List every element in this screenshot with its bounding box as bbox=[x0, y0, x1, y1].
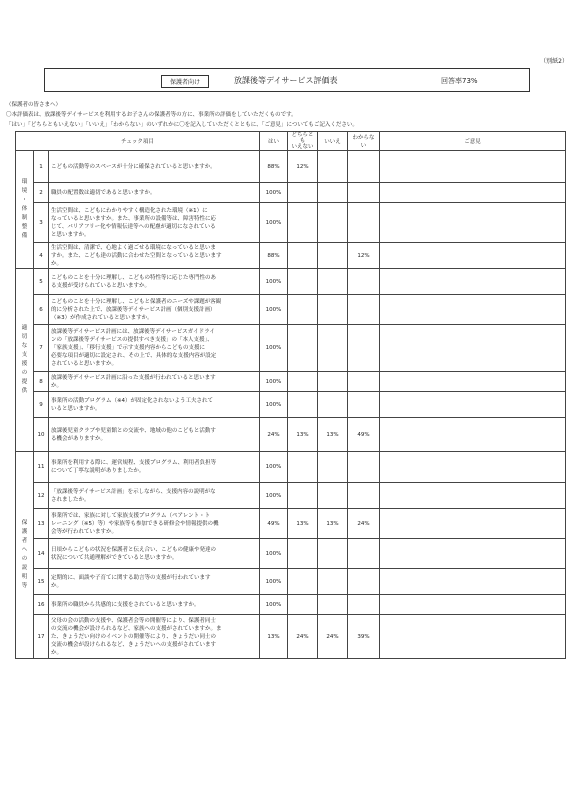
answer-yes-cell: 100% bbox=[260, 569, 288, 595]
table-row bbox=[16, 295, 566, 325]
opinion-cell[interactable] bbox=[380, 372, 566, 392]
opinion-cell[interactable] bbox=[380, 392, 566, 418]
question-line: ンの「放課後等デイサービスの提供すべき支援」の「本人支援」、 bbox=[51, 337, 213, 343]
answer-yes-cell: 100% bbox=[260, 372, 288, 392]
category-char: 保 bbox=[21, 520, 28, 526]
opinion-cell[interactable] bbox=[380, 483, 566, 509]
answer-neutral-cell bbox=[288, 295, 318, 325]
answer-yes-cell: 100% bbox=[260, 295, 288, 325]
opinion-cell[interactable] bbox=[380, 595, 566, 615]
answer-yes-cell: 100% bbox=[260, 269, 288, 295]
question-line: こどものことを十分に理解し、こどもと保護者のニーズや課題が客観 bbox=[51, 298, 222, 305]
question-line: か。 bbox=[51, 260, 63, 267]
table-row bbox=[16, 392, 566, 418]
table-row bbox=[16, 203, 566, 243]
answer-no-cell bbox=[318, 483, 348, 509]
answer-yes-cell: 100% bbox=[260, 183, 288, 203]
question-line: と思いますか。 bbox=[51, 231, 90, 238]
question-line: 定期的に、面談や子育てに関する助言等の支援が行われています bbox=[51, 574, 211, 581]
question-line: 事業所を利用する際に、運営規程、支援プログラム、利用者負担等 bbox=[51, 460, 217, 466]
table-row bbox=[16, 569, 566, 595]
question-line: 事業所の活動プログラム（※4）が固定化されないよう工夫されて bbox=[51, 397, 214, 404]
answer-neutral-cell bbox=[288, 539, 318, 569]
question-line: 交流の機会が設けられるなど、きょうだいへの支援がされています bbox=[51, 641, 217, 648]
answer-yes-cell: 24% bbox=[260, 418, 288, 452]
item-question bbox=[49, 452, 260, 483]
question-line: こどもの活動等のスペースが十分に確保されていると思いますか。 bbox=[51, 163, 216, 170]
answer-no-cell: 13% bbox=[318, 509, 348, 539]
category-cell bbox=[16, 269, 34, 452]
answer-no-cell bbox=[318, 452, 348, 483]
answer-yes-cell: 100% bbox=[260, 595, 288, 615]
item-question bbox=[49, 325, 260, 372]
question-line: 職員の配置数は適切であると思いますか。 bbox=[51, 189, 156, 196]
table-row bbox=[16, 483, 566, 509]
answer-unknown-cell: 39% bbox=[348, 615, 380, 659]
category-char: 護 bbox=[21, 529, 28, 535]
question-line: されましたか。 bbox=[51, 496, 90, 503]
intro-line-2: 「はい」「どちらともいえない」「いいえ」「わからない」のいずれかに〇を記入していただくとともに、「ご意見」についてもご記入ください。 bbox=[6, 122, 358, 128]
answer-neutral-cell bbox=[288, 325, 318, 372]
opinion-cell[interactable] bbox=[380, 243, 566, 269]
column-header-yes: はい bbox=[260, 132, 288, 151]
answer-yes-cell: 100% bbox=[260, 203, 288, 243]
answer-no-cell bbox=[318, 295, 348, 325]
item-number: 11 bbox=[34, 452, 49, 483]
opinion-cell[interactable] bbox=[380, 509, 566, 539]
column-header-item: チェック項目 bbox=[16, 132, 260, 151]
item-number: 3 bbox=[34, 203, 49, 243]
table-header-row bbox=[16, 132, 566, 151]
item-question bbox=[49, 269, 260, 295]
question-line: 「放課後等デイサービス計画」を示しながら、支援内容の説明がな bbox=[51, 488, 216, 495]
table-row bbox=[16, 509, 566, 539]
question-line: （※3）が作成されていると思いますか。 bbox=[51, 314, 153, 321]
answer-neutral-cell bbox=[288, 183, 318, 203]
form-header bbox=[44, 68, 530, 92]
question-line: か。 bbox=[51, 582, 63, 589]
column-header-no: いいえ bbox=[318, 132, 348, 151]
item-question bbox=[49, 295, 260, 325]
column-header-neutral bbox=[288, 132, 318, 151]
opinion-cell[interactable] bbox=[380, 151, 566, 183]
answer-unknown-cell: 24% bbox=[348, 509, 380, 539]
category-char: 説 bbox=[21, 565, 28, 571]
item-number: 1 bbox=[34, 151, 49, 183]
answer-yes-cell: 100% bbox=[260, 483, 288, 509]
category-char: 適 bbox=[21, 325, 28, 331]
answer-no-cell bbox=[318, 325, 348, 372]
answer-no-cell bbox=[318, 392, 348, 418]
item-question bbox=[49, 392, 260, 418]
item-number: 15 bbox=[34, 569, 49, 595]
question-line: 放課後等デイサービス計画には、放課後等デイサービスガイドライ bbox=[51, 329, 215, 335]
item-question bbox=[49, 615, 260, 659]
item-question bbox=[49, 151, 260, 183]
answer-yes-cell: 100% bbox=[260, 539, 288, 569]
table-row bbox=[16, 539, 566, 569]
answer-no-cell bbox=[318, 151, 348, 183]
category-char: へ bbox=[21, 547, 28, 553]
item-question bbox=[49, 372, 260, 392]
answer-neutral-cell bbox=[288, 595, 318, 615]
answer-no-cell bbox=[318, 269, 348, 295]
answer-neutral-cell bbox=[288, 243, 318, 269]
answer-neutral-cell bbox=[288, 452, 318, 483]
item-number: 16 bbox=[34, 595, 49, 615]
intro-line-1: 〇本評価表は、放課後等デイサービスを利用するお子さんの保護者等の方に、事業所の評価をしていただくものです。 bbox=[6, 112, 297, 118]
answer-unknown-cell bbox=[348, 295, 380, 325]
answer-neutral-cell bbox=[288, 269, 318, 295]
answer-no-cell: 24% bbox=[318, 615, 348, 659]
question-line: か。 bbox=[51, 382, 63, 389]
answer-unknown-cell: 49% bbox=[348, 418, 380, 452]
answer-unknown-cell bbox=[348, 203, 380, 243]
category-cell bbox=[16, 151, 34, 269]
item-question bbox=[49, 243, 260, 269]
category-char: 支 bbox=[21, 352, 28, 358]
answer-no-cell bbox=[318, 595, 348, 615]
category-char: な bbox=[21, 343, 28, 349]
answer-no-cell bbox=[318, 372, 348, 392]
item-number: 13 bbox=[34, 509, 49, 539]
item-question bbox=[49, 509, 260, 539]
table-row bbox=[16, 372, 566, 392]
category-char: 明 bbox=[21, 574, 28, 580]
column-header-unknown: わからない bbox=[348, 132, 380, 151]
table-row bbox=[16, 183, 566, 203]
answer-yes-cell: 100% bbox=[260, 325, 288, 372]
category-char: 環 bbox=[21, 179, 28, 185]
answer-neutral-cell: 13% bbox=[288, 418, 318, 452]
column-header-neutral-line-1: どちらとも bbox=[291, 132, 314, 144]
table-row bbox=[16, 325, 566, 372]
form-title: 放課後等デイサービス評価表 bbox=[234, 76, 338, 85]
item-number: 4 bbox=[34, 243, 49, 269]
table-body bbox=[16, 151, 566, 659]
column-header-neutral-line-2: いえない bbox=[291, 144, 314, 150]
question-line: 日頃からこどもの状況を保護者と伝え合い、こどもの健康や発達の bbox=[51, 546, 217, 553]
answer-unknown-cell bbox=[348, 372, 380, 392]
answer-yes-cell: 88% bbox=[260, 243, 288, 269]
question-line: レーニング（※5）等）や家族等も参加できる研修会や情報提供の機 bbox=[51, 520, 219, 527]
table-row bbox=[16, 615, 566, 659]
category-char: 援 bbox=[21, 361, 28, 367]
answer-unknown-cell bbox=[348, 151, 380, 183]
answer-yes-cell: 88% bbox=[260, 151, 288, 183]
question-line: 必要な項目が適切に設定され、その上で、具体的な支援内容が設定 bbox=[51, 353, 217, 359]
question-line: じて、バリアフリー化や情報伝達等への配慮が適切になされている bbox=[51, 223, 216, 230]
answer-no-cell bbox=[318, 539, 348, 569]
answer-neutral-cell: 12% bbox=[288, 151, 318, 183]
table-row bbox=[16, 595, 566, 615]
question-line: なっていると思いますか。また、事業所の設備等は、障害特性に応 bbox=[51, 215, 217, 222]
answer-no-cell bbox=[318, 183, 348, 203]
question-line: 的に分析された上で、放課後等デイサービス計画（個別支援計画） bbox=[51, 306, 216, 313]
answer-yes-cell: 13% bbox=[260, 615, 288, 659]
item-question bbox=[49, 203, 260, 243]
question-line: た、きょうだい向けのイベントの開催等により、きょうだい同士の bbox=[51, 633, 217, 640]
answer-unknown-cell bbox=[348, 392, 380, 418]
table-row bbox=[16, 418, 566, 452]
question-line: 放課後児童クラブや児童館との交流や、地域の他のこどもと活動す bbox=[51, 427, 216, 434]
answer-no-cell bbox=[318, 203, 348, 243]
item-number: 8 bbox=[34, 372, 49, 392]
category-char: 者 bbox=[21, 538, 28, 544]
answer-no-cell: 13% bbox=[318, 418, 348, 452]
question-line: いると思いますか。 bbox=[51, 405, 101, 412]
question-line: 生活空間は、清潔で、心地よく過ごせる環境になっていると思いま bbox=[51, 244, 216, 251]
question-line: こどものことを十分に理解し、こどもの特性等に応じた専門性のあ bbox=[51, 274, 217, 281]
table-row bbox=[16, 151, 566, 183]
opinion-cell[interactable] bbox=[380, 569, 566, 595]
opinion-cell[interactable] bbox=[380, 325, 566, 372]
opinion-cell[interactable] bbox=[380, 183, 566, 203]
table-row bbox=[16, 452, 566, 483]
answer-neutral-cell: 13% bbox=[288, 509, 318, 539]
answer-unknown-cell: 12% bbox=[348, 243, 380, 269]
opinion-cell[interactable] bbox=[380, 418, 566, 452]
answer-no-cell bbox=[318, 243, 348, 269]
table-row bbox=[16, 269, 566, 295]
response-rate: 回答率73% bbox=[441, 77, 478, 85]
answer-neutral-cell bbox=[288, 203, 318, 243]
category-char: 整 bbox=[21, 224, 28, 230]
answer-neutral-cell bbox=[288, 392, 318, 418]
question-line: 父母の会の活動の支援や、保護者会等の開催等により、保護者同士 bbox=[51, 617, 216, 624]
opinion-cell[interactable] bbox=[380, 203, 566, 243]
item-number: 14 bbox=[34, 539, 49, 569]
category-char: 備 bbox=[21, 233, 28, 239]
answer-unknown-cell bbox=[348, 595, 380, 615]
answer-unknown-cell bbox=[348, 569, 380, 595]
item-question bbox=[49, 418, 260, 452]
question-line: されていると思いますか。 bbox=[51, 361, 118, 367]
category-char: の bbox=[21, 556, 28, 562]
annex-label: （別紙2） bbox=[540, 58, 568, 65]
category-char: 制 bbox=[21, 215, 28, 221]
item-number: 5 bbox=[34, 269, 49, 295]
table-row bbox=[16, 243, 566, 269]
question-line: か。 bbox=[51, 649, 63, 656]
question-line: すか。また、こども達の活動に合わせた空間となっていると思います bbox=[51, 252, 222, 259]
category-char: ・ bbox=[21, 197, 28, 203]
answer-neutral-cell bbox=[288, 372, 318, 392]
answer-unknown-cell bbox=[348, 183, 380, 203]
item-number: 7 bbox=[34, 325, 49, 372]
opinion-cell[interactable] bbox=[380, 615, 566, 659]
answer-unknown-cell bbox=[348, 452, 380, 483]
question-line: る支援が受けられていると思いますか。 bbox=[51, 282, 151, 289]
question-line: 状況について共通理解ができていると思いますか。 bbox=[51, 554, 178, 561]
question-line: の交流の機会が設けられるなど、家族への支援がされていますか。ま bbox=[51, 625, 222, 632]
category-char: 等 bbox=[21, 583, 28, 589]
category-char: 体 bbox=[21, 206, 28, 212]
item-question bbox=[49, 569, 260, 595]
item-question bbox=[49, 595, 260, 615]
column-header-opinion: ご意見 bbox=[380, 132, 566, 151]
item-question bbox=[49, 483, 260, 509]
category-char: 供 bbox=[21, 388, 28, 394]
category-char: 提 bbox=[21, 379, 28, 385]
item-question bbox=[49, 183, 260, 203]
opinion-cell[interactable] bbox=[380, 539, 566, 569]
item-number: 17 bbox=[34, 615, 49, 659]
answer-unknown-cell bbox=[348, 539, 380, 569]
question-line: について丁寧な説明がありましたか。 bbox=[51, 468, 145, 474]
answer-yes-cell: 100% bbox=[260, 392, 288, 418]
item-number: 6 bbox=[34, 295, 49, 325]
item-number: 2 bbox=[34, 183, 49, 203]
audience-tag: 保護者向け bbox=[161, 75, 209, 88]
answer-yes-cell: 100% bbox=[260, 452, 288, 483]
answer-yes-cell: 49% bbox=[260, 509, 288, 539]
item-number: 12 bbox=[34, 483, 49, 509]
answer-unknown-cell bbox=[348, 483, 380, 509]
item-number: 9 bbox=[34, 392, 49, 418]
answer-unknown-cell bbox=[348, 269, 380, 295]
category-char: の bbox=[21, 370, 28, 376]
answer-neutral-cell: 24% bbox=[288, 615, 318, 659]
opinion-cell[interactable] bbox=[380, 295, 566, 325]
evaluation-table bbox=[15, 131, 566, 659]
question-line: 事業所の職員から共感的に支援をされていると思いますか。 bbox=[51, 601, 200, 608]
question-line: る機会がありますか。 bbox=[51, 435, 107, 442]
category-cell bbox=[16, 452, 34, 659]
category-char: 切 bbox=[21, 334, 28, 340]
item-question bbox=[49, 539, 260, 569]
question-line: 会等が行われていますか。 bbox=[51, 528, 118, 535]
item-number: 10 bbox=[34, 418, 49, 452]
answer-no-cell bbox=[318, 569, 348, 595]
answer-neutral-cell bbox=[288, 483, 318, 509]
question-line: 事業所では、家族に対して家族支援プログラム（ペアレント・ト bbox=[51, 512, 211, 519]
intro-heading: （保護者の皆さまへ） bbox=[6, 102, 62, 108]
question-line: 「家族支援」、「移行支援」で示す支援内容からこどもの支援に bbox=[51, 345, 206, 351]
opinion-cell[interactable] bbox=[380, 269, 566, 295]
answer-unknown-cell bbox=[348, 325, 380, 372]
category-char: 境 bbox=[21, 188, 28, 194]
answer-neutral-cell bbox=[288, 569, 318, 595]
question-line: 生活空間は、こどもにわかりやすく構造化された環境（※1）に bbox=[51, 207, 208, 214]
opinion-cell[interactable] bbox=[380, 452, 566, 483]
question-line: 放課後等デイサービス計画に沿った支援が行われていると思います bbox=[51, 374, 216, 381]
